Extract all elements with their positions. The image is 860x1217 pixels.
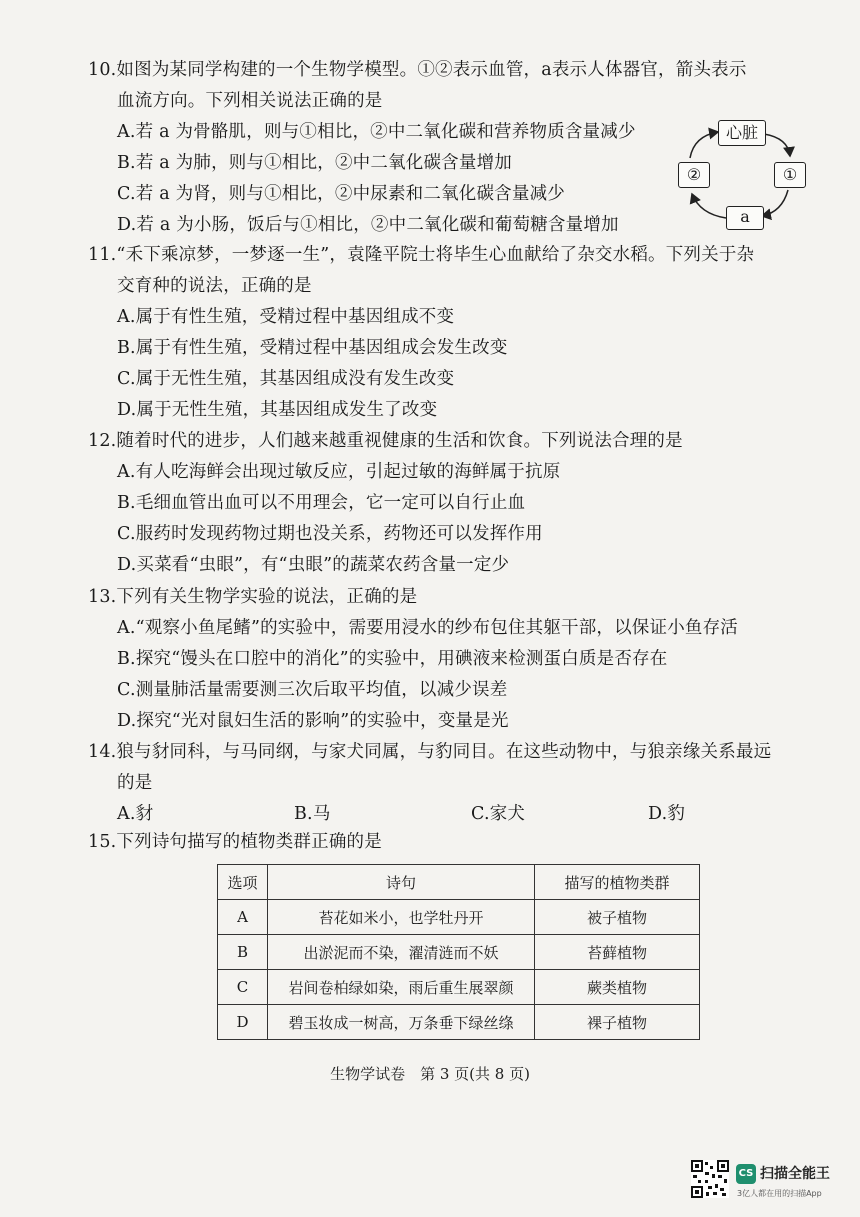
option-c: C.服药时发现药物过期也没关系，药物还可以发挥作用 [117,524,543,544]
question-stem-line: 13.下列有关生物学实验的说法，正确的是 [88,587,418,607]
table-cell: 蕨类植物 [535,970,700,1005]
page-footer: 生物学试卷 第 3 页(共 8 页) [330,1065,530,1083]
option-d: D.探究“光对鼠妇生活的影响”的实验中，变量是光 [117,711,509,731]
option-a: A.豺 [117,804,154,824]
question-12 [88,426,823,581]
question-stem-line: 14.狼与豺同科，与马同纲，与家犬同属，与豹同目。在这些动物中，与狼亲缘关系最远 [88,742,772,762]
scanner-logo: CS [736,1164,756,1184]
option-c: C.家犬 [471,804,526,824]
option-d: D.买菜看“虫眼”，有“虫眼”的蔬菜农药含量一定少 [117,555,510,575]
table-row [218,970,700,1005]
table-header-cell: 描写的植物类群 [535,865,700,900]
scanner-app-name: 扫描全能王 [760,1166,830,1182]
qr-code-icon [691,1160,729,1198]
option-a: A.有人吃海鲜会出现过敏反应，引起过敏的海鲜属于抗原 [117,462,561,482]
question-stem-line: 12.随着时代的进步，人们越来越重视健康的生活和饮食。下列说法合理的是 [88,431,683,451]
scanner-tagline: 3亿人都在用的扫描App [737,1189,822,1198]
table-cell: 苔花如米小，也学牡丹开 [268,900,535,935]
option-c: C.属于无性生殖，其基因组成没有发生改变 [117,369,455,389]
question-13 [88,582,823,737]
option-d: D.豹 [648,804,686,824]
table-cell: 苔藓植物 [535,935,700,970]
table-cell: 岩间卷柏绿如染，雨后重生展翠颜 [268,970,535,1005]
option-b: B.探究“馒头在口腔中的消化”的实验中，用碘液来检测蛋白质是否存在 [117,649,668,669]
option-b: B.马 [294,804,331,824]
option-d: D.若 a 为小肠，饭后与①相比，②中二氧化碳和葡萄糖含量增加 [117,215,619,235]
table-row [218,1005,700,1040]
vessel-2-label: ② [678,162,710,188]
question-stem-line: 的是 [117,773,153,793]
option-row [88,799,823,830]
table-header-cell: 选项 [218,865,268,900]
circulation-diagram [678,118,818,238]
question-stem-line: 11.“禾下乘凉梦，一梦逐一生”，袁隆平院士将毕生心血献给了杂交水稻。下列关于杂 [88,245,755,265]
plant-group-table [217,864,700,1040]
question-11 [88,240,823,426]
table-row [218,900,700,935]
question-stem-line: 15.下列诗句描写的植物类群正确的是 [88,832,382,852]
table-cell: 出淤泥而不染，濯清涟而不妖 [268,935,535,970]
question-15 [88,827,823,858]
table-cell: B [218,935,268,970]
option-b: B.属于有性生殖，受精过程中基因组成会发生改变 [117,338,508,358]
table-cell: 被子植物 [535,900,700,935]
option-c: C.若 a 为肾，则与①相比，②中尿素和二氧化碳含量减少 [117,184,565,204]
table-header-cell: 诗句 [268,865,535,900]
option-a: A.属于有性生殖，受精过程中基因组成不变 [117,307,455,327]
table-cell: C [218,970,268,1005]
option-b: B.若 a 为肺，则与①相比，②中二氧化碳含量增加 [117,153,512,173]
vessel-1-label: ① [774,162,806,188]
table-cell: D [218,1005,268,1040]
question-stem-line: 交育种的说法，正确的是 [117,276,312,296]
table-header-row [218,865,700,900]
table-row [218,935,700,970]
question-stem-line: 10.如图为某同学构建的一个生物学模型。①②表示血管，a表示人体器官，箭头表示 [88,60,747,80]
heart-label: 心脏 [718,120,766,146]
table-cell: A [218,900,268,935]
option-d: D.属于无性生殖，其基因组成发生了改变 [117,400,438,420]
organ-a-label: a [726,206,764,230]
question-stem-line: 血流方向。下列相关说法正确的是 [117,91,383,111]
option-a: A.“观察小鱼尾鳍”的实验中，需要用浸水的纱布包住其躯干部，以保证小鱼存活 [117,618,738,638]
option-a: A.若 a 为骨骼肌，则与①相比，②中二氧化碳和营养物质含量减少 [117,122,636,142]
table-cell: 碧玉妆成一树高，万条垂下绿丝绦 [268,1005,535,1040]
option-b: B.毛细血管出血可以不用理会，它一定可以自行止血 [117,493,526,513]
table-cell: 裸子植物 [535,1005,700,1040]
option-c: C.测量肺活量需要测三次后取平均值，以减少误差 [117,680,508,700]
question-14 [88,737,823,830]
